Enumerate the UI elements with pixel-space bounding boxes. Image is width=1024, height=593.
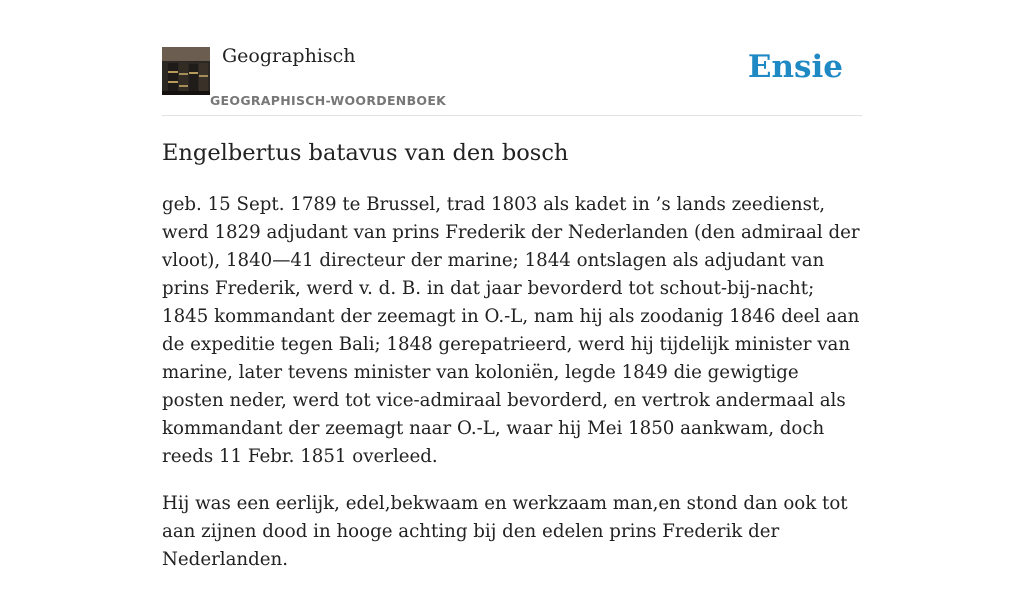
content-container: [162, 0, 862, 570]
entry-body: [162, 191, 862, 593]
entry-paragraph: Hij was een eerlijk, edel,bekwaam en werkzaam man,en stond dan ook tot aan zijnen dood in hooge achting bij den edelen prins Frederik der Nederlanden.: [162, 493, 848, 570]
entry-title: Engelbertus batavus van den bosch: [162, 140, 569, 166]
source-title[interactable]: Geographisch: [222, 45, 356, 67]
ensie-logo[interactable]: Ensie: [747, 49, 843, 85]
source-subtitle[interactable]: GEOGRAPHISCH-WOORDENBOEK: [210, 93, 447, 108]
source-header: [162, 0, 862, 116]
source-avatar[interactable]: [162, 47, 210, 95]
entry-paragraph: geb. 15 Sept. 1789 te Brussel, trad 1803 als kadet in ’s lands zeedienst, werd 1829 adjudant van prins Frederik der Nederlanden (den admiraal der vloot), 1840—41 directeur der marine; 1844 ontslagen als adjudant van prins Frederik, werd v. d. B. in dat jaar bevorderd tot schout-bij-nacht; 1845 kommandant der zeemagt in O.-L, nam hij als zoodanig 1846 deel aan de expeditie tegen Bali; 1848 gerepatrieerd, werd hij tijdelijk minister van marine, later tevens minister van koloniën, legde 1849 die gewigtige posten neder, werd tot vice-admiraal bevorderd, en vertrok andermaal als kommandant der zeemagt naar O.-L, waar hij Mei 1850 aankwam, doch reeds 11 Febr. 1851 overleed.: [162, 194, 860, 467]
book-spines-photo-icon: [162, 47, 210, 95]
